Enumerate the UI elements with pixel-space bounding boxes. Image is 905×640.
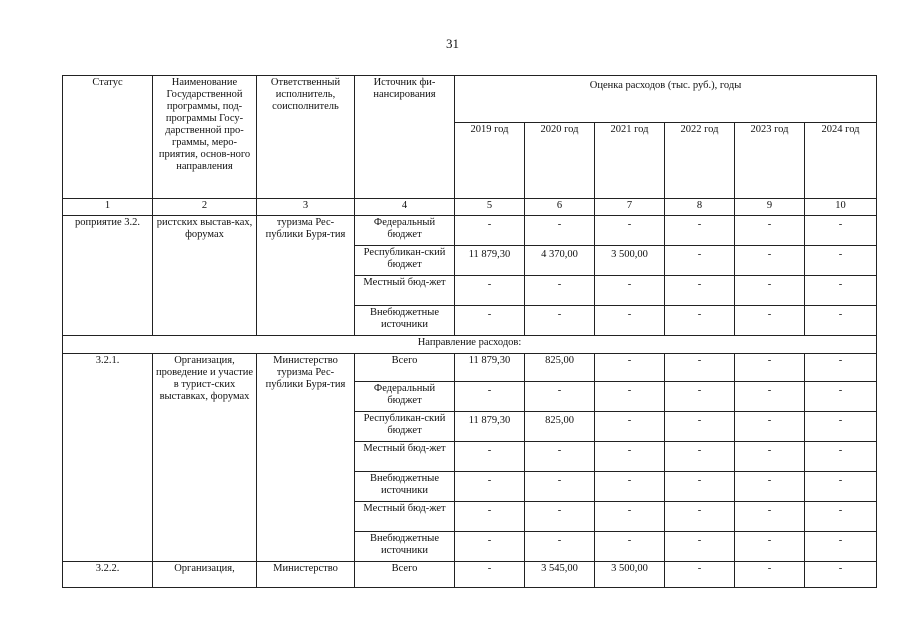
column-number: 3	[257, 199, 355, 216]
header-year-2021: 2021 год	[595, 123, 665, 199]
cell-value: -	[595, 502, 665, 532]
column-number: 4	[355, 199, 455, 216]
cell-value: -	[455, 502, 525, 532]
cell-value: -	[665, 306, 735, 336]
cell-value: -	[735, 354, 805, 382]
cell-value: -	[805, 532, 877, 562]
cell-value: -	[455, 276, 525, 306]
cell-value: -	[595, 412, 665, 442]
cell-value: -	[665, 442, 735, 472]
cell-value: -	[805, 306, 877, 336]
cell-source: Внебюджетные источники	[355, 532, 455, 562]
cell-source: Местный бюд-жет	[355, 276, 455, 306]
cell-value: -	[595, 354, 665, 382]
cell-value: -	[805, 412, 877, 442]
cell-value: -	[665, 562, 735, 588]
cell-source: Местный бюд-жет	[355, 442, 455, 472]
cell-value: -	[525, 276, 595, 306]
cell-responsible: туризма Рес-публики Буря-тия	[257, 216, 355, 336]
header-year-2024: 2024 год	[805, 123, 877, 199]
cell-value: -	[665, 354, 735, 382]
direction-row	[63, 336, 877, 354]
cell-value: -	[665, 412, 735, 442]
header-responsible: Ответственный исполнитель, соисполнитель	[257, 76, 355, 199]
cell-value: -	[805, 354, 877, 382]
cell-responsible: Министерство	[257, 562, 355, 588]
column-number: 10	[805, 199, 877, 216]
cell-value: 11 879,30	[455, 412, 525, 442]
cell-status: роприятие 3.2.	[63, 216, 153, 336]
cell-value: 825,00	[525, 354, 595, 382]
cell-value: 3 545,00	[525, 562, 595, 588]
column-number: 7	[595, 199, 665, 216]
cell-value: 4 370,00	[525, 246, 595, 276]
cell-program: ристских выстав-ках, форумах	[153, 216, 257, 336]
cell-value: -	[805, 216, 877, 246]
cell-program: Организация, проведение и участие в турист-ских выставках, форумах	[153, 354, 257, 562]
page-number: 31	[446, 36, 459, 51]
cell-value: -	[735, 216, 805, 246]
cell-value: -	[665, 472, 735, 502]
cell-value: -	[595, 216, 665, 246]
cell-value: -	[525, 472, 595, 502]
cell-program: Организация,	[153, 562, 257, 588]
table-row	[63, 354, 877, 382]
cell-source: Республикан-ский бюджет	[355, 246, 455, 276]
cell-value: -	[735, 276, 805, 306]
header-year-2023: 2023 год	[735, 123, 805, 199]
cell-value: -	[805, 502, 877, 532]
cell-value: -	[525, 502, 595, 532]
column-numbers-row	[63, 199, 877, 216]
header-row	[63, 76, 877, 123]
cell-value: 3 500,00	[595, 246, 665, 276]
column-number: 6	[525, 199, 595, 216]
cell-value: 3 500,00	[595, 562, 665, 588]
cell-value: -	[735, 412, 805, 442]
header-estimate: Оценка расходов (тыс. руб.), годы	[455, 76, 877, 123]
header-year-2022: 2022 год	[665, 123, 735, 199]
cell-source: Всего	[355, 562, 455, 588]
header-year-2019: 2019 год	[455, 123, 525, 199]
cell-status: 3.2.1.	[63, 354, 153, 562]
cell-value: 11 879,30	[455, 246, 525, 276]
cell-responsible: Министерство туризма Рес-публики Буря-тия	[257, 354, 355, 562]
cell-value: -	[665, 532, 735, 562]
column-number: 8	[665, 199, 735, 216]
cell-value: -	[735, 562, 805, 588]
cell-value: -	[525, 532, 595, 562]
cell-value: -	[735, 382, 805, 412]
cell-value: -	[665, 502, 735, 532]
cell-source: Всего	[355, 354, 455, 382]
table-row	[63, 216, 877, 246]
cell-value: -	[455, 442, 525, 472]
cell-source: Внебюджетные источники	[355, 306, 455, 336]
cell-value: -	[595, 306, 665, 336]
cell-value: -	[455, 562, 525, 588]
cell-value: -	[595, 472, 665, 502]
cell-value: -	[665, 382, 735, 412]
cell-value: -	[805, 472, 877, 502]
cell-status: 3.2.2.	[63, 562, 153, 588]
cell-value: 825,00	[525, 412, 595, 442]
cell-value: -	[735, 442, 805, 472]
column-number: 5	[455, 199, 525, 216]
header-year-2020: 2020 год	[525, 123, 595, 199]
cell-value: -	[455, 216, 525, 246]
cell-value: -	[595, 532, 665, 562]
cell-source: Местный бюд-жет	[355, 502, 455, 532]
cell-value: -	[805, 562, 877, 588]
cell-source: Федеральный бюджет	[355, 216, 455, 246]
direction-label: Направление расходов:	[63, 336, 877, 354]
column-number: 2	[153, 199, 257, 216]
cell-source: Внебюджетные источники	[355, 472, 455, 502]
cell-value: -	[805, 246, 877, 276]
cell-value: -	[805, 382, 877, 412]
column-number: 9	[735, 199, 805, 216]
cell-value: -	[665, 276, 735, 306]
column-number: 1	[63, 199, 153, 216]
cell-value: -	[735, 502, 805, 532]
cell-value: -	[735, 472, 805, 502]
cell-value: -	[455, 306, 525, 336]
cell-value: -	[525, 442, 595, 472]
cell-value: -	[595, 442, 665, 472]
cell-value: -	[525, 216, 595, 246]
cell-value: -	[455, 532, 525, 562]
header-source: Источник фи-нансирования	[355, 76, 455, 199]
cell-value: -	[455, 382, 525, 412]
cell-value: -	[805, 276, 877, 306]
cell-value: -	[735, 532, 805, 562]
cell-value: 11 879,30	[455, 354, 525, 382]
cell-value: -	[735, 306, 805, 336]
header-program: Наименование Государственной программы, под-программы Госу-дарственной про-граммы, меро-приятия, основ-ного направления	[153, 76, 257, 199]
cell-value: -	[525, 306, 595, 336]
cell-value: -	[595, 276, 665, 306]
cell-value: -	[665, 216, 735, 246]
cell-source: Федеральный бюджет	[355, 382, 455, 412]
cell-value: -	[525, 382, 595, 412]
cell-value: -	[665, 246, 735, 276]
budget-table	[62, 75, 877, 588]
cell-value: -	[455, 472, 525, 502]
cell-value: -	[595, 382, 665, 412]
cell-value: -	[735, 246, 805, 276]
cell-source: Республикан-ский бюджет	[355, 412, 455, 442]
header-status: Статус	[63, 76, 153, 199]
table-row	[63, 562, 877, 588]
cell-value: -	[805, 442, 877, 472]
